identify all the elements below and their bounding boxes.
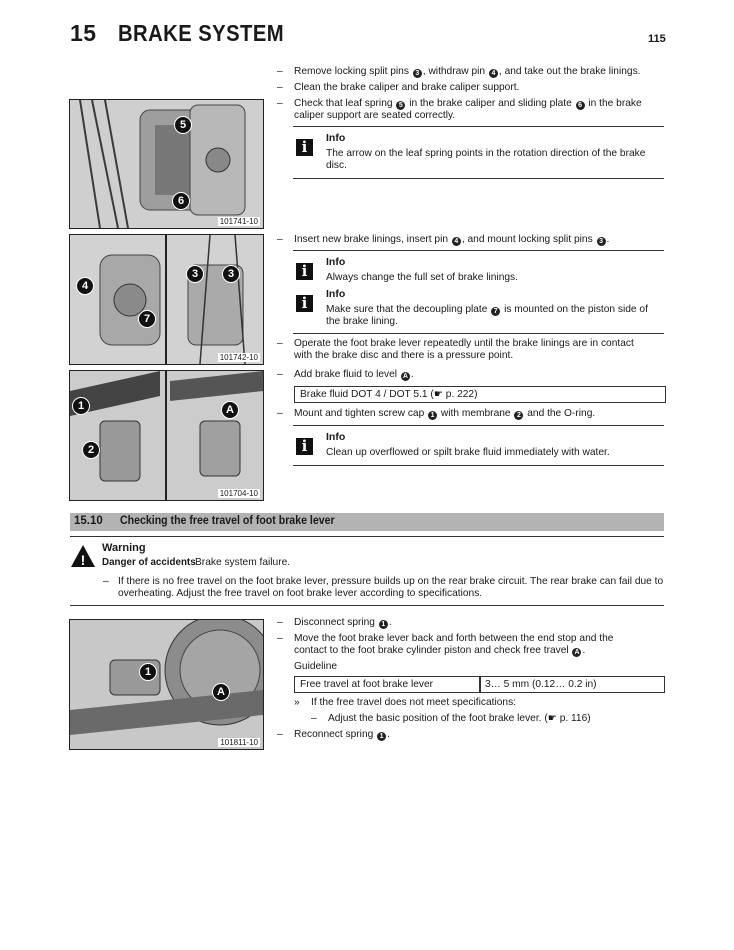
info-icon: i: [296, 139, 313, 156]
condition-text: If the free travel does not meet specifications:: [311, 697, 516, 708]
spec-free-travel-label: Free travel at foot brake lever: [294, 676, 481, 693]
info-icon: i: [296, 438, 313, 455]
spec-brake-fluid: Brake fluid DOT 4 / DOT 5.1 (☛ p. 222): [294, 386, 666, 403]
photo-caption: 101742-10: [219, 353, 258, 362]
warning-triangle-icon: [70, 544, 96, 568]
sub-step-dash: –: [311, 713, 317, 724]
info-box-linings: i Info Always change the full set of brake linings. i Info Make sure that the decoupling plate 7 is mounted on the piston side of the brake lining.: [293, 250, 664, 334]
callout-1: 1: [72, 397, 90, 415]
warning-bullet-text: If there is no free travel on the foot brake lever, pressure builds up on the rear brake circuit. The rear brake can fail due to overheating. Adjust the free travel on foot brake lever according to specifications.: [118, 576, 664, 599]
callout-A: A: [212, 683, 230, 701]
section-title: Checking the free travel of foot brake lever: [120, 515, 335, 527]
callout-A: A: [221, 401, 239, 419]
callout-3-left: 3: [186, 265, 204, 283]
callout-5: 5: [174, 116, 192, 134]
info-icon: i: [296, 263, 313, 280]
divider: [70, 605, 664, 606]
divider: [70, 536, 664, 537]
photo-foot-brake-lever: [69, 619, 264, 750]
condition-marker: »: [294, 697, 300, 708]
page-number: 115: [648, 33, 666, 45]
photo-illustration: [70, 371, 263, 500]
chapter-number: 15: [70, 20, 97, 46]
callout-4: 4: [76, 277, 94, 295]
photo-brake-fluid-reservoir: [69, 370, 264, 501]
section-heading-bar: [70, 513, 664, 531]
spec-free-travel-value: 3… 5 mm (0.12… 0.2 in): [479, 676, 665, 693]
page-ref-link[interactable]: ☛ p. 116: [547, 713, 588, 724]
warning-bullet-dash: –: [103, 576, 109, 587]
photo-illustration: [70, 100, 263, 228]
callout-7: 7: [138, 310, 156, 328]
warning-heading: Warning: [102, 542, 146, 554]
photo-illustration: [70, 620, 263, 749]
callout-6: 6: [172, 192, 190, 210]
callout-2: 2: [82, 441, 100, 459]
info-icon: i: [296, 295, 313, 312]
section-number: 15.10: [74, 515, 103, 527]
photo-brake-caliper-leaf-spring: [69, 99, 264, 229]
photo-illustration: [70, 235, 263, 364]
photo-caption: 101811-10: [220, 738, 258, 747]
guideline-label: Guideline: [294, 661, 338, 672]
photo-caption: 101741-10: [219, 217, 258, 226]
sub-step-adjust: Adjust the basic position of the foot brake lever. (☛ p. 116): [328, 713, 591, 724]
callout-3-right: 3: [222, 265, 240, 283]
svg-text:!: !: [80, 552, 86, 568]
page-ref-link[interactable]: ☛ p. 222: [433, 389, 475, 400]
info-box-spilt-fluid: i Info Clean up overflowed or spilt brake fluid immediately with water.: [293, 425, 664, 466]
callout-1: 1: [139, 663, 157, 681]
info-box-arrow: i Info The arrow on the leaf spring points in the rotation direction of the brake disc.: [293, 126, 664, 179]
photo-caption: 101704-10: [219, 489, 258, 498]
warning-danger-label: Danger of accidents: [102, 557, 196, 568]
warning-danger-text: Brake system failure.: [195, 557, 291, 568]
photo-brake-linings-insert: [69, 234, 264, 365]
chapter-title: BRAKE SYSTEM: [118, 20, 285, 46]
